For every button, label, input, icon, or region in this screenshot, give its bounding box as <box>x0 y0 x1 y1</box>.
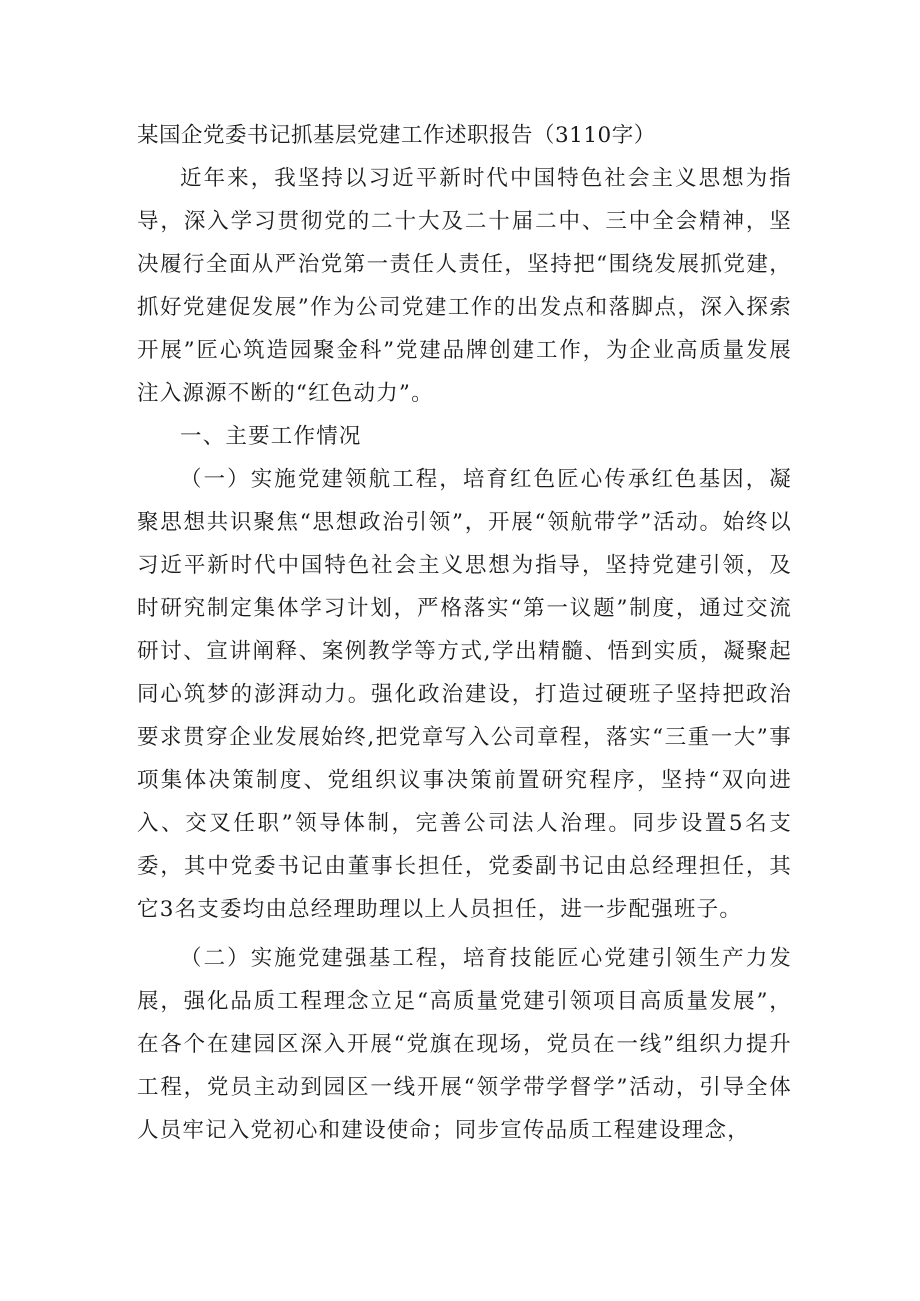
section-heading: 一、主要工作情况 <box>180 424 362 449</box>
intro-paragraph: 近年来，我坚持以习近平新时代中国特色社会主义思想为指导，深入学习贯彻党的二十大及二十届二中、三中全会精神，坚决履行全面从严治党第一责任人责任，坚持把“围绕发展抓党建，抓好党建促发展”作为公司党建工作的出发点和落脚点，深入探索开展”匠心筑造园聚金科”党建品牌创建工作，为企业高质量发展注入源源不断的“红色动力”。 <box>137 166 792 406</box>
document-title: 某国企党委书记抓基层党建工作述职报告（3110字） <box>137 123 656 148</box>
item-one-paragraph: （一）实施党建领航工程，培育红色匠心传承红色基因，凝聚思想共识聚焦“思想政治引领”，开展“领航带学”活动。始终以习近平新时代中国特色社会主义思想为指导，坚持党建引领，及时研究制定集体学习计划，严格落实“第一议题”制度，通过交流研讨、宣讲阐释、案例教学等方式,学出精髓、悟到实质，凝聚起同心筑梦的澎湃动力。强化政治建设，打造过硬班子坚持把政治要求贯穿企业发展始终,把党章写入公司章程，落实“三重一大”事项集体决策制度、党组织议事决策前置研究程序，坚持“双向进入、交叉任职”领导体制，完善公司法人治理。同步设置5名支委，其中党委书记由董事长担任，党委副书记由总经理担任，其它3名支委均由总经理助理以上人员担任，进一步配强班子。 <box>137 467 792 922</box>
document-page <box>137 114 792 1152</box>
item-two-paragraph: （二）实施党建强基工程，培育技能匠心党建引领生产力发展，强化品质工程理念立足“高质量党建引领项目高质量发展”，在各个在建园区深入开展“党旗在现场，党员在一线”组织力提升工程，党员主动到园区一线开展“领学带学督学”活动，引导全体人员牢记入党初心和建设使命；同步宣传品质工程建设理念， <box>137 946 792 1143</box>
